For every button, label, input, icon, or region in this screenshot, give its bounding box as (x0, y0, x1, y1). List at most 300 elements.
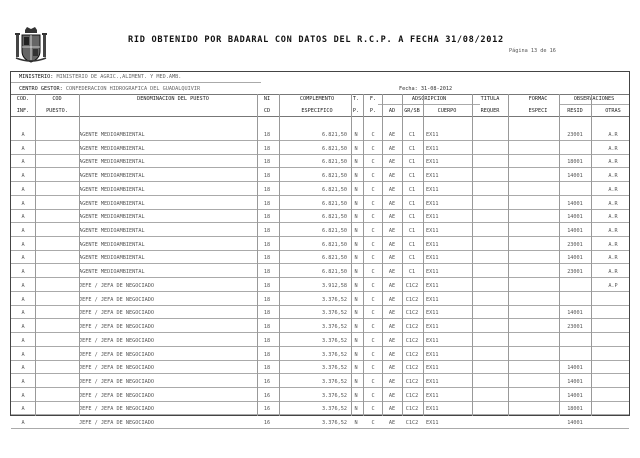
cell-ad: AE (388, 337, 396, 344)
column-separator (382, 94, 383, 416)
cell-f: C (371, 296, 375, 303)
cell-complemento: 3.376,52 (322, 406, 347, 413)
cell-cuerpo: EX11 (426, 337, 439, 344)
cell-denominacion: JEFE / JEFA DE NEGOCIADO (79, 392, 154, 399)
col-formac: FORMAC (528, 96, 548, 102)
column-separator (559, 94, 560, 416)
column-separator (508, 94, 509, 416)
cell-cuerpo: EX11 (426, 351, 439, 358)
header-bottom-rule (11, 116, 629, 117)
cell-cuerpo: EX11 (426, 392, 439, 399)
cell-ad: AE (388, 310, 396, 317)
row-divider (11, 414, 629, 415)
row-divider (11, 181, 629, 182)
cell-gr-sb: C1C2 (405, 310, 419, 317)
cell-complemento: 6.821,50 (322, 145, 347, 152)
fecha: Fecha: 31-08-2012 (399, 86, 453, 92)
cell-cuerpo: EX11 (426, 145, 439, 152)
row-divider (11, 154, 629, 155)
cell-ad: AE (388, 228, 396, 235)
cell-ad: AE (388, 159, 396, 166)
col-denominacion: DENOMINACION DEL PUESTO (137, 96, 209, 102)
cell-ni: 18 (263, 241, 271, 248)
centro-label: CENTRO GESTOR: (19, 86, 63, 92)
cell-resid: 14001 (567, 392, 583, 399)
cell-t: N (354, 200, 358, 207)
cell-complemento: 3.376,52 (322, 378, 347, 385)
cell-ad: AE (388, 406, 396, 413)
cell-inf: A (21, 145, 25, 152)
cell-denominacion: AGENTE MEDIOAMBIENTAL (79, 241, 145, 248)
cell-cuerpo: EX11 (426, 378, 439, 385)
cell-denominacion: AGENTE MEDIOAMBIENTAL (79, 132, 145, 138)
cell-gr-sb: C1C2 (405, 392, 419, 399)
cell-f: C (371, 324, 375, 331)
row-divider (11, 236, 629, 237)
cell-complemento: 3.376,52 (322, 296, 347, 303)
cell-denominacion: JEFE / JEFA DE NEGOCIADO (79, 324, 154, 331)
centro-value: CONFEDERACION HIDROGRAFICA DEL GUADALQUIVIR (65, 86, 201, 92)
cell-resid: 23001 (567, 132, 583, 138)
col-puesto: PUESTO. (46, 108, 68, 114)
cell-cuerpo: EX11 (426, 420, 439, 427)
cell-ni: 18 (263, 200, 271, 207)
cell-resid: 14001 (567, 255, 583, 262)
cell-inf: A (21, 214, 25, 221)
cell-inf: A (21, 255, 25, 262)
cell-ad: AE (388, 145, 396, 152)
cell-gr-sb: C1C2 (405, 351, 419, 358)
cell-t: N (354, 378, 358, 385)
column-separator (35, 94, 36, 416)
row-divider (11, 332, 629, 333)
cell-gr-sb: C1C2 (405, 378, 419, 385)
row-divider (11, 277, 629, 278)
cell-t: N (354, 324, 358, 331)
cell-ad: AE (388, 324, 396, 331)
cell-resid: 23001 (567, 269, 583, 276)
cell-ad: AE (388, 420, 396, 427)
cell-resid: 14001 (567, 365, 583, 372)
cell-denominacion: AGENTE MEDIOAMBIENTAL (79, 159, 145, 166)
cell-ad: AE (388, 186, 396, 193)
cell-cuerpo: EX11 (426, 269, 439, 276)
cell-f: C (371, 310, 375, 317)
cell-resid: 18001 (567, 159, 583, 166)
col-gr-sb: GR/SB (404, 108, 420, 114)
cell-ad: AE (388, 132, 396, 138)
cell-resid: 14001 (567, 214, 583, 221)
cell-ad: AE (388, 255, 396, 262)
cell-gr-sb: C1 (408, 159, 416, 166)
cell-t: N (354, 406, 358, 413)
cell-denominacion: JEFE / JEFA DE NEGOCIADO (79, 337, 154, 344)
cell-t: N (354, 296, 358, 303)
cell-cuerpo: EX11 (426, 159, 439, 166)
coat-of-arms-icon (14, 27, 48, 65)
cell-inf: A (21, 228, 25, 235)
cell-ad: AE (388, 378, 396, 385)
cell-inf: A (21, 310, 25, 317)
cell-otras: A.R (608, 200, 618, 207)
cell-otras: A.R (608, 241, 618, 248)
cell-f: C (371, 255, 375, 262)
cell-otras: A.R (608, 269, 618, 276)
cell-f: C (371, 159, 375, 166)
cell-ad: AE (388, 200, 396, 207)
cell-inf: A (21, 337, 25, 344)
cell-inf: A (21, 173, 25, 180)
cell-denominacion: AGENTE MEDIOAMBIENTAL (79, 214, 145, 221)
cell-t: N (354, 159, 358, 166)
col-t: T. (352, 96, 360, 102)
cell-denominacion: AGENTE MEDIOAMBIENTAL (79, 269, 145, 276)
cell-t: N (354, 269, 358, 276)
cell-inf: A (21, 241, 25, 248)
cell-denominacion: JEFE / JEFA DE NEGOCIADO (79, 282, 154, 289)
cell-cuerpo: EX11 (426, 324, 439, 331)
cell-f: C (371, 132, 375, 138)
cell-complemento: 3.376,52 (322, 310, 347, 317)
cell-cuerpo: EX11 (426, 296, 439, 303)
cell-gr-sb: C1 (408, 173, 416, 180)
cell-ni: 18 (263, 228, 271, 235)
cell-t: N (354, 310, 358, 317)
ministerio-value: MINISTERIO DE AGRIC.,ALIMENT. Y MED.AMB. (56, 74, 182, 80)
report-title: RID OBTENIDO POR BADARAL CON DATOS DEL R.C.P. A FECHA 31/08/2012 (128, 35, 504, 45)
cell-gr-sb: C1 (408, 241, 416, 248)
cell-gr-sb: C1C2 (405, 420, 419, 427)
cell-gr-sb: C1 (408, 132, 416, 138)
cell-ni: 16 (263, 392, 271, 399)
cell-ni: 16 (263, 420, 271, 427)
cell-complemento: 3.376,52 (322, 392, 347, 399)
cell-gr-sb: C1C2 (405, 296, 419, 303)
cell-otras: A.R (608, 145, 618, 152)
cell-resid: 23001 (567, 241, 583, 248)
cell-ad: AE (388, 282, 396, 289)
cell-cuerpo: EX11 (426, 241, 439, 248)
cell-denominacion: AGENTE MEDIOAMBIENTAL (79, 186, 145, 193)
row-divider (11, 318, 629, 319)
cell-ad: AE (388, 269, 396, 276)
cell-ni: 18 (263, 365, 271, 372)
cell-t: N (354, 145, 358, 152)
cell-denominacion: JEFE / JEFA DE NEGOCIADO (79, 296, 154, 303)
col-otras: OTRAS (605, 108, 621, 114)
cell-ni: 18 (263, 337, 271, 344)
row-divider (11, 401, 629, 402)
cell-ni: 18 (263, 351, 271, 358)
col-titula: TITULA (480, 96, 500, 102)
cell-ad: AE (388, 214, 396, 221)
row-divider (11, 263, 629, 264)
cell-gr-sb: C1 (408, 214, 416, 221)
cell-f: C (371, 214, 375, 221)
cell-cuerpo: EX11 (426, 186, 439, 193)
col-especi: ESPECI (528, 108, 548, 114)
cell-ni: 18 (263, 173, 271, 180)
cell-gr-sb: C1C2 (405, 337, 419, 344)
cell-f: C (371, 337, 375, 344)
cell-cuerpo: EX11 (426, 228, 439, 235)
col-p2: P. (369, 108, 377, 114)
col-cd: CD (263, 108, 271, 114)
cell-gr-sb: C1C2 (405, 365, 419, 372)
cell-f: C (371, 392, 375, 399)
cell-ni: 18 (263, 296, 271, 303)
cell-denominacion: AGENTE MEDIOAMBIENTAL (79, 173, 145, 180)
cell-complemento: 6.821,50 (322, 173, 347, 180)
cell-otras: A.R (608, 173, 618, 180)
cell-resid: 14001 (567, 228, 583, 235)
adscripcion-underline (378, 104, 480, 105)
cell-f: C (371, 186, 375, 193)
column-separator (472, 94, 473, 416)
cell-resid: 14001 (567, 200, 583, 207)
col-resid: RESID (567, 108, 583, 114)
col-inf: INF. (16, 108, 30, 114)
cell-t: N (354, 420, 358, 427)
cell-otras: A.R (608, 214, 618, 221)
cell-denominacion: JEFE / JEFA DE NEGOCIADO (79, 420, 154, 427)
cell-cuerpo: EX11 (426, 310, 439, 317)
cell-ni: 18 (263, 186, 271, 193)
cell-complemento: 6.821,50 (322, 186, 347, 193)
cell-inf: A (21, 351, 25, 358)
cell-cuerpo: EX11 (426, 282, 439, 289)
cell-inf: A (21, 186, 25, 193)
cell-otras: A.R (608, 228, 618, 235)
meta-divider (11, 82, 261, 83)
ministerio-line (19, 74, 181, 80)
row-divider (11, 250, 629, 251)
cell-complemento: 3.376,52 (322, 420, 347, 427)
cell-ni: 18 (263, 214, 271, 221)
cell-ad: AE (388, 392, 396, 399)
cell-complemento: 6.821,50 (322, 159, 347, 166)
column-separator (591, 94, 592, 416)
cell-inf: A (21, 296, 25, 303)
report-table (10, 71, 630, 427)
cell-otras: A.R (608, 132, 618, 138)
row-divider (11, 222, 629, 223)
column-separator (279, 94, 280, 416)
cell-t: N (354, 214, 358, 221)
cell-inf: A (21, 282, 25, 289)
col-cod: COD. (16, 96, 30, 102)
centro-line (19, 86, 200, 92)
col-complemento: COMPLEMENTO (299, 96, 335, 102)
cell-denominacion: JEFE / JEFA DE NEGOCIADO (79, 365, 154, 372)
cell-gr-sb: C1 (408, 228, 416, 235)
cell-ad: AE (388, 296, 396, 303)
cell-t: N (354, 173, 358, 180)
cell-f: C (371, 420, 375, 427)
cell-complemento: 3.912,58 (322, 282, 347, 289)
cell-f: C (371, 378, 375, 385)
cell-complemento: 6.821,50 (322, 255, 347, 262)
page-number: Página 13 de 16 (509, 48, 556, 54)
cell-complemento: 6.821,50 (322, 269, 347, 276)
cell-ad: AE (388, 351, 396, 358)
cell-ni: 18 (263, 255, 271, 262)
col-especifico: ESPECIFICO (301, 108, 333, 114)
cell-cuerpo: EX11 (426, 200, 439, 207)
cell-inf: A (21, 269, 25, 276)
cell-cuerpo: EX11 (426, 132, 439, 138)
cell-f: C (371, 241, 375, 248)
column-separator (79, 94, 80, 416)
row-divider (11, 291, 629, 292)
cell-gr-sb: C1 (408, 145, 416, 152)
cell-cuerpo: EX11 (426, 214, 439, 221)
cell-complemento: 6.821,50 (322, 214, 347, 221)
cell-ni: 16 (263, 378, 271, 385)
cell-t: N (354, 132, 358, 138)
row-divider (11, 195, 629, 196)
cell-resid: 18001 (567, 406, 583, 413)
col-ad: AD (388, 108, 396, 114)
cell-inf: A (21, 365, 25, 372)
cell-denominacion: AGENTE MEDIOAMBIENTAL (79, 145, 145, 152)
cell-gr-sb: C1 (408, 255, 416, 262)
cell-otras: A.P (608, 282, 618, 289)
cell-otras: A.R (608, 255, 618, 262)
cell-ad: AE (388, 173, 396, 180)
cell-t: N (354, 186, 358, 193)
col-adscripcion: ADSCRIPCION (411, 96, 447, 102)
cell-f: C (371, 406, 375, 413)
cell-cuerpo: EX11 (426, 406, 439, 413)
cell-ni: 18 (263, 145, 271, 152)
column-separator (351, 94, 352, 416)
row-divider (11, 360, 629, 361)
column-separator (363, 94, 364, 416)
cell-gr-sb: C1 (408, 269, 416, 276)
col-p1: P. (352, 108, 360, 114)
cell-ni: 18 (263, 282, 271, 289)
cell-gr-sb: C1C2 (405, 324, 419, 331)
cell-complemento: 6.821,50 (322, 241, 347, 248)
cell-inf: A (21, 159, 25, 166)
row-divider (11, 167, 629, 168)
cell-resid: 14001 (567, 378, 583, 385)
cell-f: C (371, 200, 375, 207)
cell-t: N (354, 337, 358, 344)
cell-denominacion: JEFE / JEFA DE NEGOCIADO (79, 351, 154, 358)
cell-complemento: 3.376,52 (322, 324, 347, 331)
cell-complemento: 6.821,50 (322, 132, 347, 138)
cell-ni: 18 (263, 324, 271, 331)
cell-complemento: 3.376,52 (322, 337, 347, 344)
cell-gr-sb: C1 (408, 200, 416, 207)
cell-f: C (371, 282, 375, 289)
cell-cuerpo: EX11 (426, 365, 439, 372)
cell-ni: 18 (263, 310, 271, 317)
col-f: F. (369, 96, 377, 102)
cell-f: C (371, 145, 375, 152)
cell-ni: 18 (263, 269, 271, 276)
cell-resid: 23001 (567, 324, 583, 331)
cell-t: N (354, 351, 358, 358)
cell-ni: 16 (263, 406, 271, 413)
header-top-rule (11, 94, 629, 95)
cell-inf: A (21, 392, 25, 399)
cell-t: N (354, 365, 358, 372)
cell-t: N (354, 255, 358, 262)
row-divider (11, 140, 629, 141)
cell-inf: A (21, 132, 25, 138)
cell-complemento: 3.376,52 (322, 365, 347, 372)
cell-denominacion: JEFE / JEFA DE NEGOCIADO (79, 406, 154, 413)
cell-gr-sb: C1 (408, 186, 416, 193)
row-divider (11, 209, 629, 210)
cell-inf: A (21, 420, 25, 427)
cell-ni: 18 (263, 132, 271, 138)
cell-cuerpo: EX11 (426, 173, 439, 180)
cell-resid: 14001 (567, 173, 583, 180)
cell-complemento: 3.376,52 (322, 351, 347, 358)
cell-denominacion: AGENTE MEDIOAMBIENTAL (79, 255, 145, 262)
col-cod2: COD (52, 96, 62, 102)
cell-otras: A.R (608, 186, 618, 193)
cell-otras: A.R (608, 159, 618, 166)
row-divider (11, 387, 629, 388)
cell-resid: 14001 (567, 310, 583, 317)
cell-ad: AE (388, 241, 396, 248)
col-observaciones: OBSERVACIONES (573, 96, 615, 102)
cell-inf: A (21, 378, 25, 385)
cell-gr-sb: C1C2 (405, 406, 419, 413)
cell-t: N (354, 241, 358, 248)
cell-denominacion: JEFE / JEFA DE NEGOCIADO (79, 378, 154, 385)
col-ni: NI (263, 96, 271, 102)
cell-inf: A (21, 200, 25, 207)
cell-ni: 18 (263, 159, 271, 166)
col-requer: REQUER (480, 108, 500, 114)
column-separator (423, 94, 424, 416)
cell-inf: A (21, 406, 25, 413)
observaciones-underline (559, 104, 629, 105)
cell-t: N (354, 392, 358, 399)
row-divider (11, 428, 629, 429)
cell-f: C (371, 228, 375, 235)
cell-ad: AE (388, 365, 396, 372)
cell-f: C (371, 173, 375, 180)
cell-f: C (371, 269, 375, 276)
cell-denominacion: AGENTE MEDIOAMBIENTAL (79, 200, 145, 207)
cell-resid: 14001 (567, 420, 583, 427)
cell-denominacion: AGENTE MEDIOAMBIENTAL (79, 228, 145, 235)
row-divider (11, 373, 629, 374)
col-cuerpo: CUERPO (437, 108, 457, 114)
cell-f: C (371, 351, 375, 358)
row-divider (11, 346, 629, 347)
cell-inf: A (21, 324, 25, 331)
column-separator (257, 94, 258, 416)
cell-complemento: 6.821,50 (322, 200, 347, 207)
cell-f: C (371, 365, 375, 372)
cell-gr-sb: C1C2 (405, 282, 419, 289)
cell-t: N (354, 282, 358, 289)
row-divider (11, 305, 629, 306)
cell-cuerpo: EX11 (426, 255, 439, 262)
cell-complemento: 6.821,50 (322, 228, 347, 235)
ministerio-label: MINISTERIO: (19, 74, 54, 80)
cell-denominacion: JEFE / JEFA DE NEGOCIADO (79, 310, 154, 317)
cell-t: N (354, 228, 358, 235)
